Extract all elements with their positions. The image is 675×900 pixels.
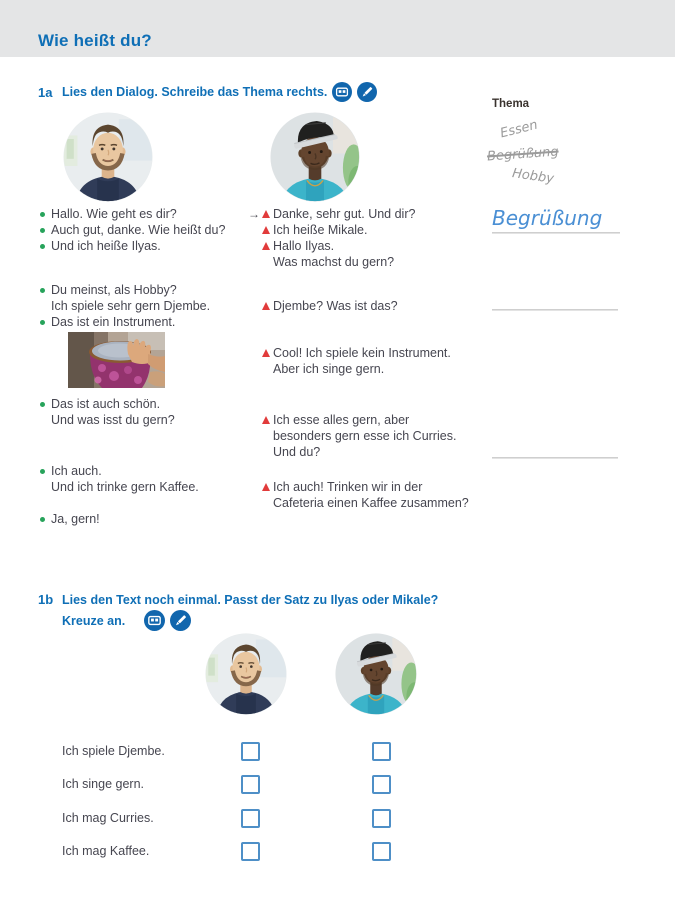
ilyas-portrait-small — [205, 633, 287, 720]
dialog-ilyas-block-5 — [40, 511, 100, 527]
green-dot-marker — [40, 463, 51, 474]
red-triangle-marker — [262, 479, 273, 491]
dialog-mikale-block-4 — [262, 412, 456, 460]
dialog-line: Ich esse alles gern, aber — [273, 413, 410, 427]
thema-option-essen: Essen — [498, 117, 540, 142]
statement-singen: Ich singe gern. — [62, 777, 144, 791]
dialog-line: Das ist auch schön. — [51, 397, 161, 411]
dialog-line: Ich auch! Trinken wir in der — [273, 480, 423, 494]
red-triangle-marker — [262, 345, 273, 357]
dialog-ilyas-block-3 — [40, 396, 175, 428]
dialog-ilyas-block-2 — [40, 282, 210, 330]
answer-line-1[interactable] — [492, 232, 620, 234]
red-triangle-marker — [262, 238, 273, 250]
thema-option-hobby: Hobby — [511, 166, 555, 187]
dialog-ilyas-block-1 — [40, 206, 225, 254]
green-dot-marker — [40, 222, 51, 233]
dialog-line: Das ist ein Instrument. — [51, 315, 176, 329]
pencil-icon — [357, 82, 377, 102]
book-icon — [144, 610, 165, 631]
exercise-1b-heading-line2 — [38, 610, 191, 631]
ilyas-portrait — [63, 112, 153, 207]
checkbox-ilyas-kaffee[interactable] — [241, 842, 260, 861]
mikale-portrait — [270, 112, 360, 207]
checkbox-ilyas-djembe[interactable] — [241, 742, 260, 761]
dialog-line: Cafeteria einen Kaffee zusammen? — [273, 496, 469, 510]
page-header-bar — [0, 0, 675, 57]
thema-answer-1[interactable]: Begrüßung — [492, 206, 603, 230]
dialog-line: Ich heiße Mikale. — [273, 223, 368, 237]
exercise-1b-number: 1b — [38, 592, 54, 607]
green-dot-marker — [40, 314, 51, 325]
dialog-mikale-block-1 — [248, 206, 415, 270]
green-dot-marker — [40, 511, 51, 522]
thema-option-begruessung: Begrüßung — [486, 144, 560, 165]
dialog-mikale-block-5 — [262, 479, 469, 511]
dialog-line: Du meinst, als Hobby? — [51, 283, 177, 297]
dialog-line: Danke, sehr gut. Und dir? — [273, 207, 416, 221]
green-dot-marker — [40, 396, 51, 407]
red-triangle-marker — [262, 222, 273, 234]
green-dot-marker — [40, 282, 51, 293]
checkbox-mikale-singen[interactable] — [372, 775, 391, 794]
statement-djembe: Ich spiele Djembe. — [62, 744, 165, 758]
mikale-portrait-small — [335, 633, 417, 720]
dialog-mikale-block-3 — [262, 345, 451, 377]
dialog-line: besonders gern esse ich Curries. — [273, 429, 457, 443]
dialog-ilyas-block-4 — [40, 463, 199, 495]
red-triangle-marker — [262, 298, 273, 310]
checkbox-ilyas-singen[interactable] — [241, 775, 260, 794]
answer-line-3[interactable] — [492, 457, 618, 459]
checkbox-mikale-kaffee[interactable] — [372, 842, 391, 861]
red-triangle-marker — [262, 412, 273, 424]
pencil-icon — [170, 610, 191, 631]
red-triangle-marker — [262, 206, 273, 218]
dialog-line: Und ich heiße Ilyas. — [51, 239, 161, 253]
exercise-1a-heading — [38, 82, 377, 102]
exercise-1b-instruction-line1: Lies den Text noch einmal. Passt der Satz zu Ilyas oder Mikale? — [62, 592, 439, 607]
dialog-line: Hallo. Wie geht es dir? — [51, 207, 177, 221]
dialog-line: Und du? — [273, 445, 321, 459]
dialog-line: Auch gut, danke. Wie heißt du? — [51, 223, 226, 237]
statement-kaffee: Ich mag Kaffee. — [62, 844, 150, 858]
dialog-line: Ich spiele sehr gern Djembe. — [51, 299, 211, 313]
dialog-line: Ich auch. — [51, 464, 102, 478]
green-dot-marker — [40, 206, 51, 217]
statement-curries: Ich mag Curries. — [62, 811, 154, 825]
green-dot-marker — [40, 238, 51, 249]
exercise-1a-number: 1a — [38, 84, 53, 100]
dialog-line: Hallo Ilyas. — [273, 239, 335, 253]
dialog-mikale-block-2 — [262, 298, 398, 314]
dialog-line: Cool! Ich spiele kein Instrument. — [273, 346, 451, 360]
exercise-1b-heading — [38, 592, 438, 607]
dialog-line: Aber ich singe gern. — [273, 362, 385, 376]
checkbox-mikale-djembe[interactable] — [372, 742, 391, 761]
thema-heading: Thema — [492, 98, 530, 110]
arrow-icon: → — [248, 207, 260, 221]
exercise-1b-instruction-line2: Kreuze an. — [62, 613, 126, 628]
dialog-line: Was machst du gern? — [273, 255, 395, 269]
djembe-hands-photo — [68, 332, 165, 388]
answer-line-2[interactable] — [492, 309, 618, 311]
dialog-line: Ja, gern! — [51, 512, 100, 526]
dialog-line: Und was isst du gern? — [51, 413, 175, 427]
dialog-line: Und ich trinke gern Kaffee. — [51, 480, 199, 494]
checkbox-mikale-curries[interactable] — [372, 809, 391, 828]
book-icon — [332, 82, 352, 102]
page-title: Wie heißt du? — [38, 31, 152, 50]
exercise-1a-instruction: Lies den Dialog. Schreibe das Thema rechts. — [62, 85, 328, 99]
checkbox-ilyas-curries[interactable] — [241, 809, 260, 828]
dialog-line: Djembe? Was ist das? — [273, 299, 398, 313]
